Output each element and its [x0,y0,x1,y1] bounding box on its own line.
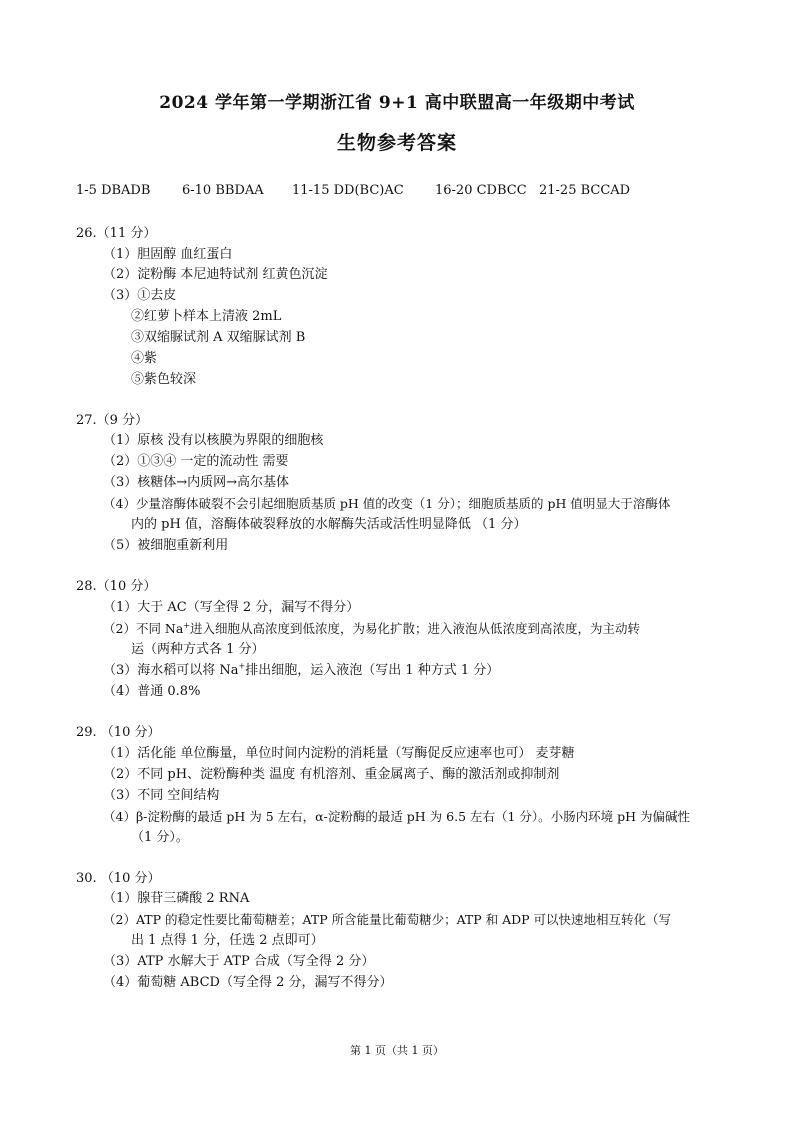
q26-answer-3-step-5: ⑤紫色较深 [131,372,197,387]
mc-group: 11-15 DD(BC)AC [292,183,404,198]
q30-answer-1: （1）腺苷三磷酸 2 RNA [103,891,250,906]
q29-answer-2: （2）不同 pH、淀粉酶种类 温度 有机溶剂、重金属离子、酶的激活剂或抑制剂 [103,767,560,782]
q27-answer-5: （5）被细胞重新利用 [103,538,229,553]
mc-group: 21-25 BCCAD [539,183,631,198]
q27-answer-2: （2）①③④ 一定的流动性 需要 [103,454,289,469]
q27-answer-1: （1）原核 没有以核膜为界限的细胞核 [103,433,324,448]
q30-answer-3: （3）ATP 水解大于 ATP 合成（写全得 2 分） [103,954,375,969]
q27-answer-4: （4）少量溶酶体破裂不会引起细胞质基质 pH 值的改变（1 分）；细胞质基质的 pH 值明显大于溶酶体 [103,496,671,511]
q26-heading: 26.（11 分） [76,226,157,241]
mc-group: 6-10 BBDAA [182,183,264,198]
q28-answer-4: （4）普通 0.8% [103,684,201,699]
q28-answer-1: （1）大于 AC（写全得 2 分，漏写不得分） [103,600,360,615]
q28-answer-3: （3）海水稻可以将 Na+排出细胞，运入液泡（写出 1 种方式 1 分） [103,661,500,678]
q26-answer-3-step-2: ②红萝卜样本上清液 2mL [131,309,282,324]
q28-heading: 28.（10 分） [76,579,157,594]
q29-heading: 29. （10 分） [76,725,161,740]
q28-answer-2: （2）不同 Na+进入细胞从高浓度到低浓度，为易化扩散；进入液泡从低浓度到高浓度，为主动转 [103,620,641,636]
q29-answer-3: （3）不同 空间结构 [103,788,220,803]
mc-group: 16-20 CDBCC [435,183,527,198]
q26-answer-3-step-3: ③双缩脲试剂 A 双缩脲试剂 B [131,330,306,345]
q26-answer-3-step-4: ④紫 [131,351,158,366]
q28-answer-2-cont: 运（两种方式各 1 分） [131,642,265,657]
q29-answer-4: （4）β-淀粉酶的最适 pH 为 5 左右，α-淀粉酶的最适 pH 为 6.5 左右（1 分）。小肠内环境 pH 为偏碱性 [103,809,691,824]
q29-answer-1: （1）活化能 单位酶量，单位时间内淀粉的消耗量（写酶促反应速率也可） 麦芽糖 [103,746,575,761]
q26-answer-1: （1）胆固醇 血红蛋白 [103,247,233,262]
exam-title: 2024 学年第一学期浙江省 9+1 高中联盟高一年级期中考试 [159,93,635,113]
q29-answer-4-cont: （1 分）。 [131,830,189,845]
page-footer: 第 1 页（共 1 页） [350,1044,444,1057]
q27-answer-3: （3）核糖体→内质网→高尔基体 [103,475,290,490]
q26-answer-3: （3）①去皮 [103,288,177,303]
q30-heading: 30. （10 分） [76,871,161,886]
q26-answer-2: （2）淀粉酶 本尼迪特试剂 红黄色沉淀 [103,267,328,282]
answer-key-title: 生物参考答案 [336,132,457,154]
q30-answer-2-cont: 出 1 点得 1 分，任选 2 点即可） [131,933,324,948]
q30-answer-4: （4）葡萄糖 ABCD（写全得 2 分，漏写不得分） [103,975,393,990]
mc-group: 1-5 DBADB [76,183,151,198]
q27-heading: 27.（9 分） [76,413,149,428]
q30-answer-2: （2）ATP 的稳定性要比葡萄糖差；ATP 所含能量比葡萄糖少；ATP 和 ADP 可以快速地相互转化（写 [103,912,672,927]
q27-answer-4-cont: 内的 pH 值，溶酶体破裂释放的水解酶失活或活性明显降低 （1 分） [131,517,527,532]
